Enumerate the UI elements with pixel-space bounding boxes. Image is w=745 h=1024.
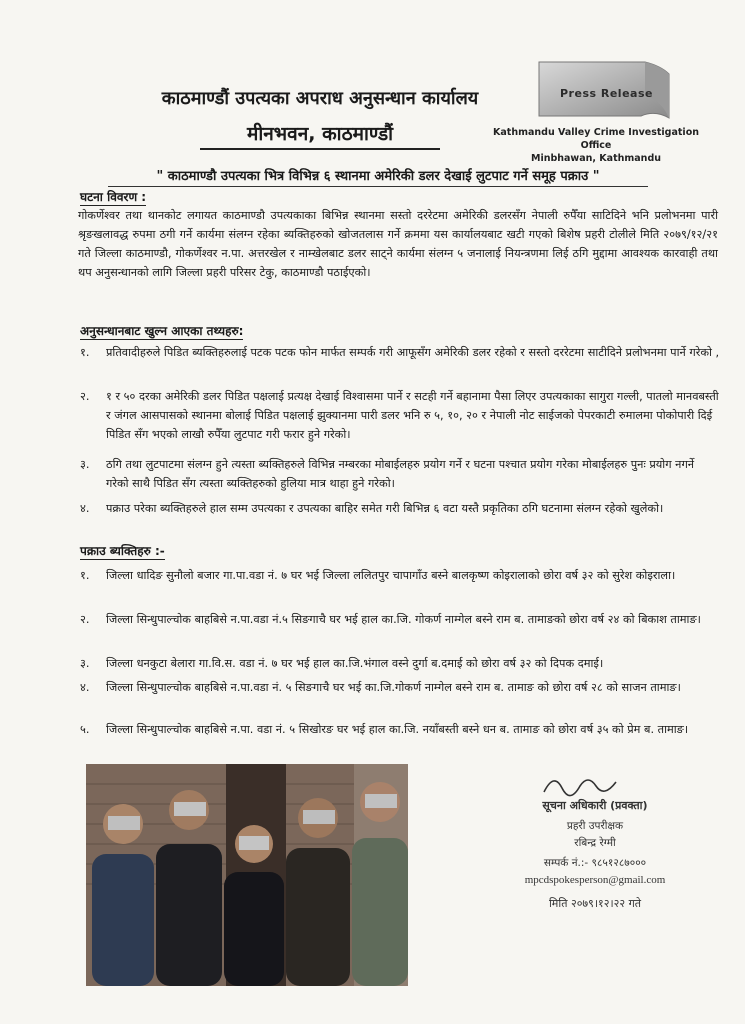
- fact-text: पक्राउ परेका ब्यक्तिहरुले हाल सम्म उपत्यका र उपत्यका बाहिर समेत गरी बिभिन्न ६ वटा यस्तै प्रकृतिका ठगि घटनामा संलग्न रहेको खुलेको।: [106, 502, 664, 515]
- arrested-text: जिल्ला सिन्धुपाल्चोक बाहबिसे न.पा. वडा नं. ५ सिखोरङ घर भई हाल का.जि. नयाँबस्ती बस्ने धन ब. तामाङ को छोरा वर्ष ३५ को प्रेम ब. तामाङ।: [106, 723, 689, 736]
- arrested-number: ५.: [80, 723, 90, 736]
- fact-text: प्रतिवादीहरुले पिडित ब्यक्तिहरुलाई पटक पटक फोन मार्फत सम्पर्क गरी आफूसँग अमेरिकी डलर रहेको र सस्तो दररेटमा साटीदिने प्रलोभनमा पार्ने गरेको ,: [106, 346, 720, 359]
- arrested-item: [80, 654, 720, 673]
- arrested-heading: पक्राउ ब्यक्तिहरु :-: [80, 544, 165, 558]
- headline: " काठमाण्डौ उपत्यका भित्र विभिन्न ६ स्थानमा अमेरिकी डलर देखाई लुटपाट गर्ने समूह पक्राउ ": [108, 166, 648, 187]
- signature-block: [500, 770, 690, 911]
- arrested-number: १.: [80, 569, 90, 582]
- office-en-line1: Kathmandu Valley Crime Investigation Office: [493, 127, 699, 151]
- fact-number: ३.: [80, 458, 90, 471]
- signatory-contact: सम्पर्क नं.:- ९८५१२८७०००: [543, 857, 647, 869]
- signatory-email: mpcdspokesperson@gmail.com: [524, 874, 666, 886]
- arrested-text: जिल्ला धनकुटा बेलारा गा.वि.स. वडा नं. ७ घर भई हाल का.जि.भंगाल वस्ने दुर्गा ब.दमाई को छोरा वर्ष ३२ को दिपक दमाई।: [106, 657, 604, 670]
- arrested-number: २.: [80, 613, 90, 626]
- fact-text: ठगि तथा लुटपाटमा संलग्न हुने त्यस्ता ब्यक्तिहरुले विभिन्न नम्बरका मोबाईलहरु प्रयोग गर्ने र घटना पश्चात प्रयोग गरेका मोबाईलहरु पुनः प्रयोग नगर्ने गरेको साथै पिडित सँग त्यस्ता ब्यक्तिहरुको हुलिया मात्र थाहा हुने गरेको।: [106, 458, 695, 490]
- office-title-nepali: काठमाण्डौं उपत्यका अपराध अनुसन्धान कार्यालय: [161, 88, 479, 109]
- incident-text: गोकर्णेश्वर तथा थानकोट लगायत काठमाण्डौ उपत्यकाका बिभिन्न स्थानमा सस्तो दररेटमा अमेरिकी डलरसँग नेपाली रुपैँया साटिदिने भनि प्रलोभनमा पारी श्रृङखलावद्ध रुपमा ठगी गर्ने कार्यमा संलग्न रहेका ब्यक्तिहरुको खोजतलास गर्ने क्रममा यस कार्यालयबाट खटी गएको बिशेष प्रहरी टोलीले मिति २०७९/१२/२१ गते जिल्ला काठमाण्डौ, गोकर्णेश्वर न.पा. अत्तरखेल र नाम्खेलबाट डलर साट्ने कार्यमा संलग्न ५ जनालाई नियन्त्रणमा लिई ठगि मुद्दामा आवश्यक कारवाही तथा थप अनुसन्धानको लागि जिल्ला प्रहरी परिसर टेकु, काठमाण्डौ पठाईएको।: [78, 209, 718, 279]
- fact-number: २.: [80, 390, 90, 403]
- photo-illustration: [86, 764, 408, 986]
- signatory-role: सूचना अधिकारी (प्रवक्ता): [542, 799, 648, 812]
- fact-item: [80, 387, 720, 444]
- fact-item: [80, 455, 720, 493]
- fact-text: १ र ५० दरका अमेरिकी डलर पिडित पक्षलाई प्रत्यक्ष देखाई विश्वासमा पार्ने र सटही गर्ने बहानामा पैसा लिएर उपत्यकाका सागुरा गल्ली, पातलो मानवबस्ती र जंगल आसपासको स्थानमा बोलाई पिडित पक्षलाई झुक्यानमा पारी डलर भनि रु ५, १०, २० र नेपाली नोट साईजको पेपरकाटी रुमालमा पोकोपारी दिई पिडित सँग भएको लाखौ रुपैँया लुटपाट गरी फरार हुने गरेको।: [106, 390, 719, 441]
- incident-heading: घटना विवरण :: [80, 190, 147, 204]
- arrested-item: [80, 566, 720, 585]
- fact-number: १.: [80, 346, 90, 359]
- arrested-item: [80, 678, 720, 697]
- release-date: मिति २०७९।१२।२२ गते: [548, 897, 642, 910]
- arrested-number: ४.: [80, 681, 90, 694]
- office-location-nepali: मीनभवन, काठमाण्डौं: [200, 120, 440, 150]
- arrested-number: ३.: [80, 657, 90, 670]
- facts-heading: अनुसन्धानबाट खुल्न आएका तथ्यहरु:: [80, 324, 244, 338]
- office-title-english: [486, 126, 706, 165]
- press-release-label: Press Release: [560, 87, 653, 100]
- arrested-text: जिल्ला सिन्धुपाल्चोक बाहबिसे न.पा.वडा नं. ५ सिङगाचै घर भई का.जि.गोकर्ण नाम्गेल बस्ने राम ब. तामाङ को छोरा वर्ष २८ को साजन तामाङ।: [106, 681, 681, 694]
- signatory-name: रबिन्द्र रेग्मी: [574, 837, 616, 849]
- signatory-rank: प्रहरी उपरीक्षक: [566, 820, 624, 832]
- fact-number: ४.: [80, 502, 90, 515]
- fact-item: [80, 343, 720, 362]
- arrested-text: जिल्ला धादिङ सुनौलो बजार गा.पा.वडा नं. ७ घर भई जिल्ला ललितपुर चापागाँउ बस्ने बालकृष्ण कोइरालाको छोरा वर्ष ३२ को सुरेश कोइराला।: [106, 569, 676, 582]
- arrested-text: जिल्ला सिन्धुपाल्चोक बाहबिसे न.पा.वडा नं.५ सिङगाचै घर भई हाल का.जि. गोकर्ण नाम्गेल बस्ने राम ब. तामाङको छोरा वर्ष २४ को बिकाश तामाङ।: [106, 613, 701, 626]
- office-en-line2: Minbhawan, Kathmandu: [530, 153, 662, 164]
- arrested-item: [80, 720, 720, 739]
- arrested-item: [80, 610, 720, 629]
- fact-item: [80, 499, 720, 518]
- arrested-group-photo: [86, 764, 408, 986]
